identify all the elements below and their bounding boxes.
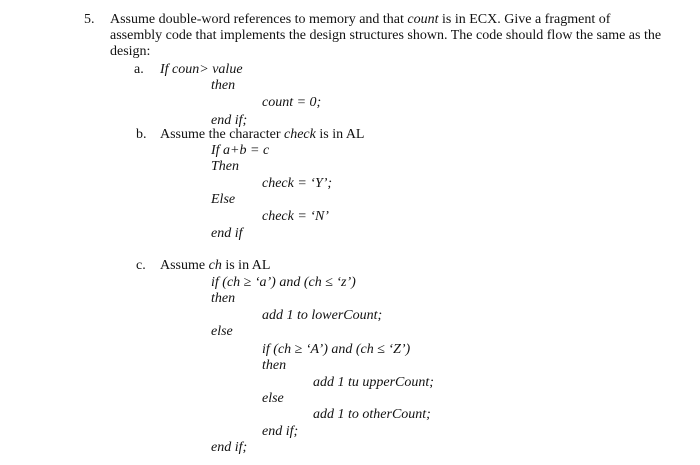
part-c-marker: c. [136,258,146,273]
part-b-header [160,127,364,143]
part-a-if-line: If coun> value [160,62,243,77]
problem-intro-line-2: assembly code that implements the design structures shown. The code should flow the same as the [110,28,662,43]
part-a-then-line: then [211,78,236,93]
problem-intro-line-1-pre: Assume double-word references to memory and that [110,12,408,27]
part-c-if-line: if (ch ≥ ‘a’) and (ch ≤ ‘z’) [211,275,356,290]
part-c-lower-count-line: add 1 to lowerCount; [262,308,383,323]
part-b-marker: b. [136,127,147,142]
part-b-header-var: check [284,127,316,142]
part-b-header-post: is in AL [315,127,365,142]
part-a-end-if-line: end if; [211,113,248,128]
part-b-header-pre: Assume the character [160,127,284,142]
problem-intro-line-1-post: is in ECX. Give a fragment of [438,12,611,27]
part-c-header-var: ch [208,258,222,273]
part-b-end-if-line: end if [211,226,243,241]
part-c-nested-else-line: else [262,391,284,406]
part-c-header-pre: Assume [160,258,209,273]
part-c-upper-count-line: add 1 tu upperCount; [313,375,434,390]
part-b-if-line: If a+b = c [211,143,270,158]
part-c-nested-then-line: then [262,358,287,373]
part-a-assign-line: count = 0; [262,95,322,110]
part-c-header [160,258,270,274]
part-c-end-if-line: end if; [211,440,248,455]
problem-intro-line-1-var: count [407,12,439,27]
part-b-else-line: Else [211,192,236,207]
part-c-header-post: is in AL [221,258,271,273]
part-c-other-count-line: add 1 to otherCount; [313,407,431,422]
part-b-then-line: Then [211,159,239,174]
part-a-marker: a. [134,62,144,77]
problem-intro-line-1 [110,12,610,28]
problem-intro-line-3: design: [110,44,151,59]
part-c-nested-end-if-line: end if; [262,424,299,439]
part-c-nested-if-line: if (ch ≥ ‘A’) and (ch ≤ ‘Z’) [262,342,411,357]
part-b-check-n-line: check = ‘N’ [262,209,329,224]
part-c-else-line: else [211,324,233,339]
problem-number: 5. [84,12,95,27]
part-c-then-line: then [211,291,236,306]
part-b-check-y-line: check = ‘Y’; [262,176,333,191]
